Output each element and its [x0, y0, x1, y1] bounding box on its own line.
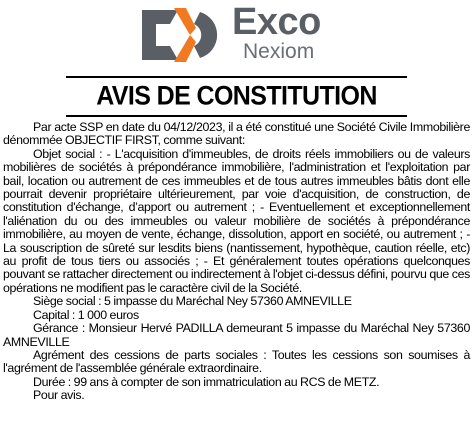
- title-bottom-rule: [66, 115, 407, 117]
- agrement-paragraph: Agrément des cessions de parts sociales : Toutes les cessions son soumises à l'agrément de l'assemblée générale extraordinaire.: [3, 347, 470, 376]
- logo-subwordmark: Nexiom: [243, 40, 315, 63]
- exco-logo-mark-icon: [138, 4, 234, 66]
- gerance-paragraph: Gérance : Monsieur Hervé PADILLA demeurant 5 impasse du Maréchal Ney 57360 AMNEVILLE: [3, 321, 470, 349]
- capital-paragraph: Capital : 1 000 euros: [33, 307, 139, 322]
- logo-wordmark: Exco: [232, 1, 321, 43]
- objet-social-paragraph: Objet social : - L'acquisition d'immeubles, de droits réels immobiliers ou de valeurs mobilières de sociétés à prépondérance immobilière, l'administration et l'exploitation par bail, location ou autrement de ces immeubles et de tous autres immeubles bâtis dont elle pourrait devenir propriétaire ultérieurement, par voie d'acquisition, de construction, de constitution d'échange, d’apport ou autrement ; - Eventuellement et exceptionnellement l'aliénation du ou des immeubles ou valeur mobilière de sociétés à prépondérance immobilière, au moyen de vente, échange, dissolution, apport en société, ou autrement ; - La souscription de sûreté sur lesdits biens (nantissement, hypothèque, caution réelle, etc) au profit de tous tiers ou associés ; - Et généralement toutes opérations quelconques pouvant se rattacher directement ou indirectement à l'objet ci-dessus défini, pourvu que ces opérations ne modifient pas le caractère civil de la Société.: [3, 146, 470, 295]
- notice-title: AVIS DE CONSTITUTION: [96, 80, 377, 112]
- intro-paragraph: Par acte SSP en date du 04/12/2023, il a été constitué une Société Civile Immobilière dénommée OBJECTIF FIRST, comme suivant:: [3, 120, 470, 148]
- title-top-rule: [66, 76, 407, 78]
- notice-body: [3, 121, 470, 403]
- exco-nexiom-logo: [138, 1, 338, 66]
- pour-avis-paragraph: Pour avis.: [33, 388, 85, 403]
- duree-paragraph: Durée : 99 ans à compter de son immatriculation au RCS de METZ.: [33, 374, 380, 389]
- siege-social-paragraph: Siège social : 5 impasse du Maréchal Ney 57360 AMNEVILLE: [33, 294, 352, 309]
